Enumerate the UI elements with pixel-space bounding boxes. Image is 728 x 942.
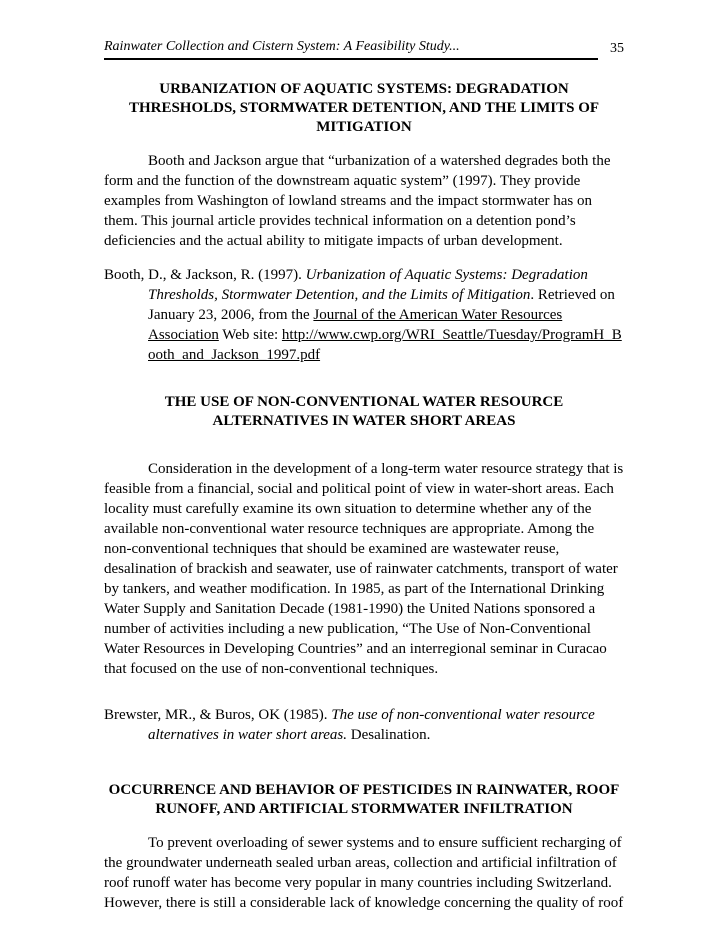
reference-title: Urbanization of Aquatic Systems: Degradation Thresholds, Stormwater Detention, and the Limits of Mitigation bbox=[148, 267, 588, 303]
reference-title: The use of non-conventional water resource alternatives in water short areas. bbox=[148, 707, 595, 743]
reference-retrieved: . Retrieved on January 23, 2006, from the bbox=[148, 287, 615, 323]
heading-line: RUNOFF, AND ARTIFICIAL STORMWATER INFILTRATION bbox=[155, 801, 573, 817]
reference-brewster-buros bbox=[104, 705, 624, 745]
reference-rest: Desalination. bbox=[347, 727, 431, 743]
section-heading-pesticides bbox=[104, 781, 624, 819]
running-header-title: Rainwater Collection and Cistern System: A Feasibility Study... bbox=[104, 38, 598, 60]
section-body-pesticides: To prevent overloading of sewer systems and to ensure sufficient recharging of the groundwater underneath sealed urban areas, collection and artificial infiltration of roof runoff water has become very popular in many countries including Switzerland. However, there is still a considerable lack of knowledge concerning the quality of roof bbox=[104, 835, 624, 911]
section-heading-urbanization bbox=[104, 80, 624, 137]
reference-source-link[interactable]: Journal of the American Water Resources Association bbox=[148, 307, 563, 343]
reference-booth-jackson bbox=[104, 265, 624, 365]
running-header bbox=[104, 38, 624, 62]
reference-site: Web site: bbox=[218, 327, 282, 343]
section-body-urbanization: Booth and Jackson argue that “urbanization of a watershed degrades both the form and the function of the downstream aquatic system” (1997). They provide examples from Washington of lowland streams and the impact stormwater has on them. This journal article provides technical information on a detention pond’s deficiencies and the actual ability to mitigate impacts of urban development. bbox=[104, 153, 611, 249]
heading-line: OCCURRENCE AND BEHAVIOR OF PESTICIDES IN RAINWATER, ROOF bbox=[108, 782, 620, 798]
heading-line: MITIGATION bbox=[316, 119, 412, 135]
reference-url-link[interactable]: http://www.cwp.org/WRI_Seattle/Tuesday/ProgramH_Booth_and_Jackson_1997.pdf bbox=[148, 327, 622, 363]
document-page bbox=[104, 38, 624, 913]
heading-line: THRESHOLDS, STORMWATER DETENTION, AND THE LIMITS OF bbox=[128, 100, 600, 116]
reference-authors: Brewster, MR., & Buros, OK (1985). bbox=[104, 707, 332, 723]
reference-authors: Booth, D., & Jackson, R. (1997). bbox=[104, 267, 306, 283]
heading-line: ALTERNATIVES IN WATER SHORT AREAS bbox=[212, 413, 516, 429]
section-heading-non-conventional bbox=[104, 393, 624, 431]
heading-line: THE USE OF NON-CONVENTIONAL WATER RESOURCE bbox=[164, 394, 564, 410]
section-body-non-conventional: Consideration in the development of a long-term water resource strategy that is feasible from a financial, social and political point of view in water-short areas. Each locality must carefully examine its own situation to determine whether any of the available non-conventional water resource techniques are appropriate. Among the non-conventional techniques that should be examined are wastewater reuse, desalination of brackish and seawater, use of rainwater catchments, transport of water by tankers, and weather modification. In 1985, as part of the International Drinking Water Supply and Sanitation Decade (1981-1990) the United Nations sponsored a number of activities including a new publication, “The Use of Non-Conventional Water Resources in Developing Countries” and an interregional seminar in Curacao that focused on the use of non-conventional techniques. bbox=[104, 461, 624, 677]
heading-line: URBANIZATION OF AQUATIC SYSTEMS: DEGRADATION bbox=[159, 81, 569, 97]
page-number: 35 bbox=[610, 41, 624, 56]
